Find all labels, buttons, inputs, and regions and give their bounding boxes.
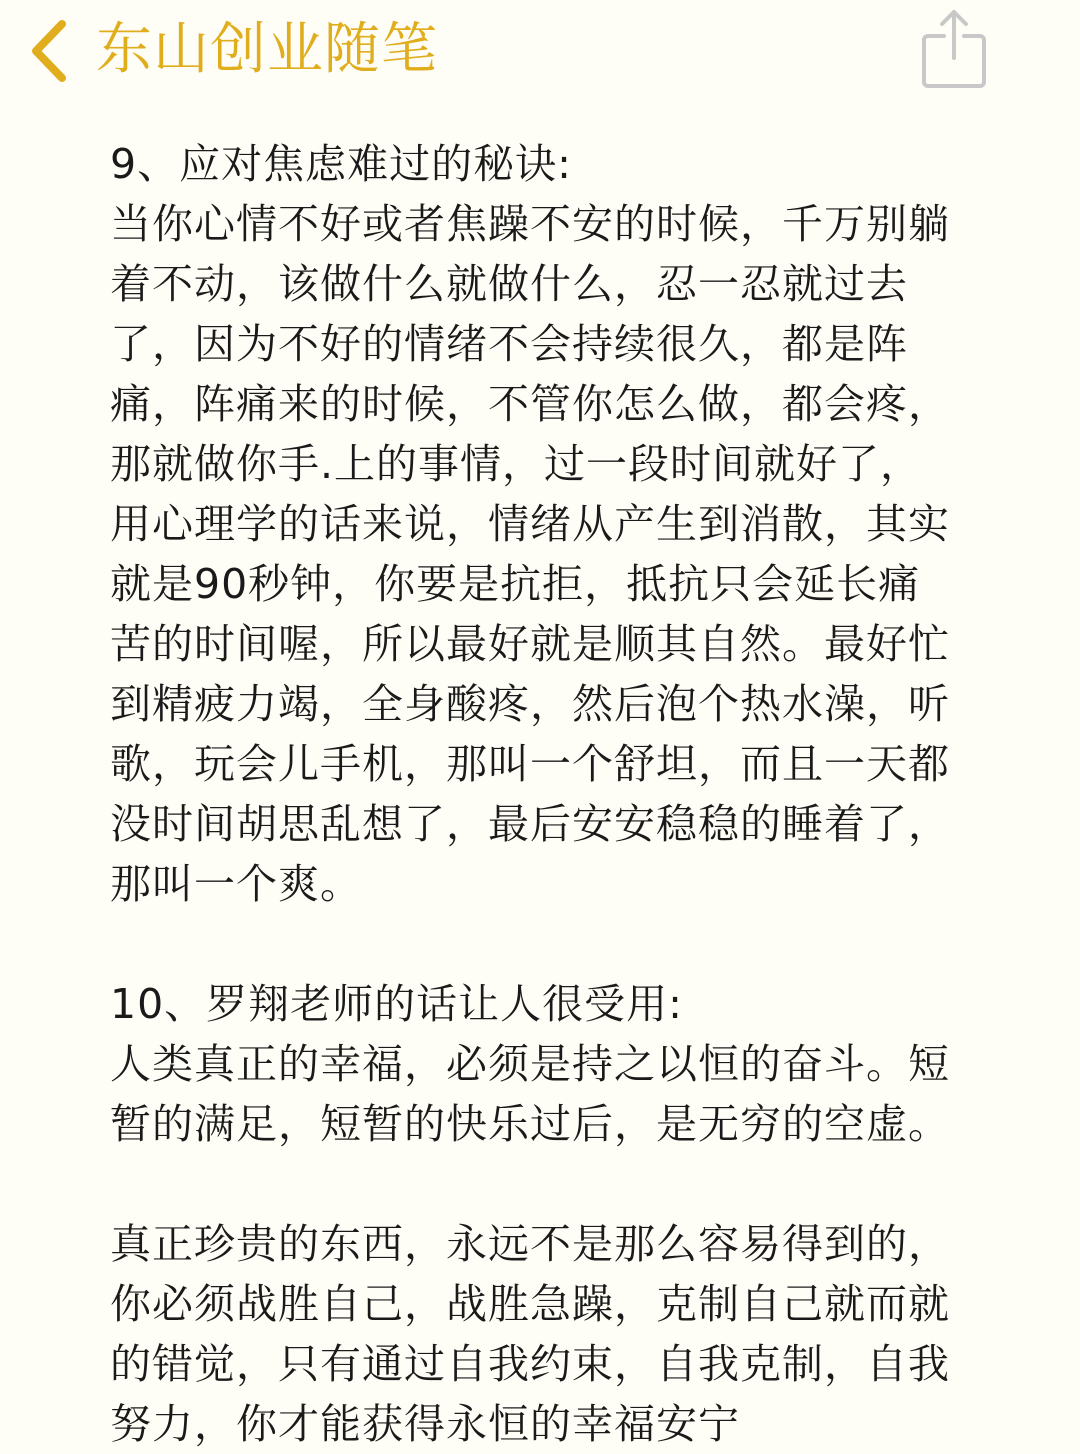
- paragraph-line: 没时间胡思乱想了，最后安安稳稳的睡着了，: [110, 800, 950, 848]
- paragraph-line: 那叫一个爽。: [110, 860, 362, 908]
- paragraph-line: 暂的满足，短暂的快乐过后，是无穷的空虚。: [110, 1100, 950, 1148]
- paragraph-line: 真正珍贵的东西，永远不是那么容易得到的，: [110, 1220, 950, 1268]
- paragraph-line: 着不动，该做什么就做什么，忍一忍就过去: [110, 260, 908, 308]
- page-title: 东山创业随笔: [96, 17, 438, 82]
- paragraph-line: 苦的时间喔，所以最好就是顺其自然。最好忙: [110, 620, 950, 668]
- blank-line: [110, 1154, 980, 1214]
- share-button[interactable]: [918, 6, 990, 92]
- section-heading: 9、应对焦虑难过的秘诀:: [110, 140, 572, 188]
- blank-line: [110, 914, 980, 974]
- navigation-bar: [0, 0, 1080, 100]
- paragraph-line: 的错觉，只有通过自我约束，自我克制，自我: [110, 1340, 950, 1388]
- chevron-left-icon: [22, 14, 78, 88]
- paragraph-line: 你必须战胜自己，战胜急躁，克制自己就而就: [110, 1280, 950, 1328]
- paragraph-line: 到精疲力竭，全身酸疼，然后泡个热水澡，听: [110, 680, 950, 728]
- paragraph-line: 了，因为不好的情绪不会持续很久，都是阵: [110, 320, 908, 368]
- paragraph-line: 用心理学的话来说，情绪从产生到消散，其实: [110, 500, 950, 548]
- paragraph-line: 努力，你才能获得永恒的幸福安宁: [110, 1400, 740, 1448]
- paragraph-line: 痛，阵痛来的时候，不管你怎么做，都会疼，: [110, 380, 950, 428]
- paragraph-line: 歌，玩会儿手机，那叫一个舒坦，而且一天都: [110, 740, 950, 788]
- paragraph-line: 当你心情不好或者焦躁不安的时候，千万别躺: [110, 200, 950, 248]
- note-body[interactable]: [110, 134, 980, 1454]
- paragraph-line: 就是90秒钟，你要是抗拒，抵抗只会延长痛: [110, 560, 921, 608]
- share-icon: [918, 6, 990, 92]
- section-heading: 10、罗翔老师的话让人很受用:: [110, 980, 683, 1028]
- back-button[interactable]: [22, 14, 78, 88]
- paragraph-line: 人类真正的幸福，必须是持之以恒的奋斗。短: [110, 1040, 950, 1088]
- paragraph-line: 那就做你手.上的事情，过一段时间就好了，: [110, 440, 923, 488]
